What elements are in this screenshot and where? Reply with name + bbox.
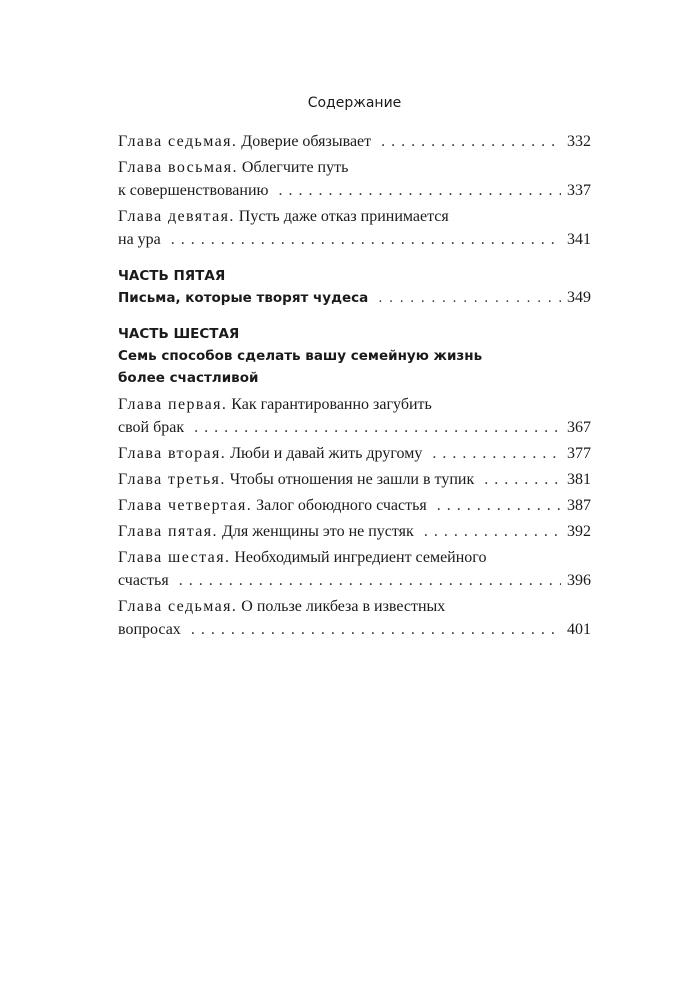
dot-leader — [194, 416, 561, 439]
toc-entry[interactable] — [118, 130, 591, 153]
dot-leader — [171, 228, 561, 251]
dot-leader — [278, 179, 561, 202]
page-number: 367 — [567, 419, 591, 436]
page-number: 337 — [567, 182, 591, 199]
page-number: 349 — [567, 289, 591, 306]
dot-leader — [378, 287, 561, 309]
toc-entries — [118, 130, 591, 644]
dot-leader — [437, 494, 561, 517]
part-label: ЧАСТЬ ПЯТАЯ — [118, 268, 226, 284]
part-five[interactable] — [118, 265, 591, 309]
chapter-title-continued: на ура — [118, 231, 161, 248]
part-title: Письма, которые творят чудеса — [118, 290, 369, 306]
toc-entry[interactable] — [118, 494, 591, 517]
chapter-number: Глава пятая. — [118, 523, 218, 540]
chapter-title: О пользе ликбеза в известных — [241, 598, 446, 615]
page-number: 392 — [567, 523, 591, 540]
chapter-number: Глава восьмая. — [118, 159, 238, 176]
chapter-number: Глава вторая. — [118, 445, 227, 462]
toc-entry[interactable] — [118, 442, 591, 465]
toc-entry[interactable] — [118, 520, 591, 543]
part-title-continued: более счастливой — [118, 370, 259, 386]
chapter-number: Глава четвертая. — [118, 497, 253, 514]
dot-leader — [424, 520, 561, 543]
chapter-title: Облегчите путь — [241, 159, 349, 176]
chapter-number: Глава третья. — [118, 471, 226, 488]
part-title: Семь способов сделать вашу семейную жизнь — [118, 348, 483, 364]
chapter-number: Глава седьмая. — [118, 133, 238, 150]
part-six[interactable] — [118, 323, 591, 389]
part-label: ЧАСТЬ ШЕСТАЯ — [118, 326, 240, 342]
toc-title: Содержание — [307, 95, 402, 111]
chapter-title-continued: счастья — [118, 572, 169, 589]
chapter-title: Доверие обязывает — [241, 133, 372, 150]
toc-entry[interactable] — [118, 595, 591, 641]
toc-entry[interactable] — [118, 546, 591, 592]
toc-entry[interactable] — [118, 205, 591, 251]
toc-entry[interactable] — [118, 468, 591, 491]
page-number: 341 — [567, 231, 591, 248]
chapter-title-continued: вопросах — [118, 621, 181, 638]
chapter-title: Чтобы отношения не зашли в тупик — [229, 471, 475, 488]
page-number: 387 — [567, 497, 591, 514]
chapter-title: Люби и давай жить другому — [230, 445, 423, 462]
chapter-title: Залог обоюдного счастья — [256, 497, 427, 514]
dot-leader — [381, 130, 561, 153]
chapter-title: Как гарантированно загубить — [231, 396, 432, 413]
page-number: 381 — [567, 471, 591, 488]
page-number: 396 — [567, 572, 591, 589]
page-number: 332 — [567, 133, 591, 150]
toc-entry[interactable] — [118, 393, 591, 439]
dot-leader — [484, 468, 561, 491]
dot-leader — [432, 442, 561, 465]
dot-leader — [179, 569, 561, 592]
chapter-title: Необходимый ингредиент семейного — [234, 549, 487, 566]
chapter-title-continued: к совершенствованию — [118, 182, 269, 199]
chapter-title: Пусть даже отказ принимается — [238, 208, 449, 225]
chapter-title-continued: свой брак — [118, 419, 185, 436]
chapter-number: Глава седьмая. — [118, 598, 238, 615]
chapter-number: Глава первая. — [118, 396, 228, 413]
page-number: 401 — [567, 621, 591, 638]
chapter-number: Глава девятая. — [118, 208, 235, 225]
chapter-title: Для женщины это не пустяк — [221, 523, 414, 540]
page-number: 377 — [567, 445, 591, 462]
toc-entry[interactable] — [118, 156, 591, 202]
chapter-number: Глава шестая. — [118, 549, 231, 566]
dot-leader — [191, 618, 561, 641]
